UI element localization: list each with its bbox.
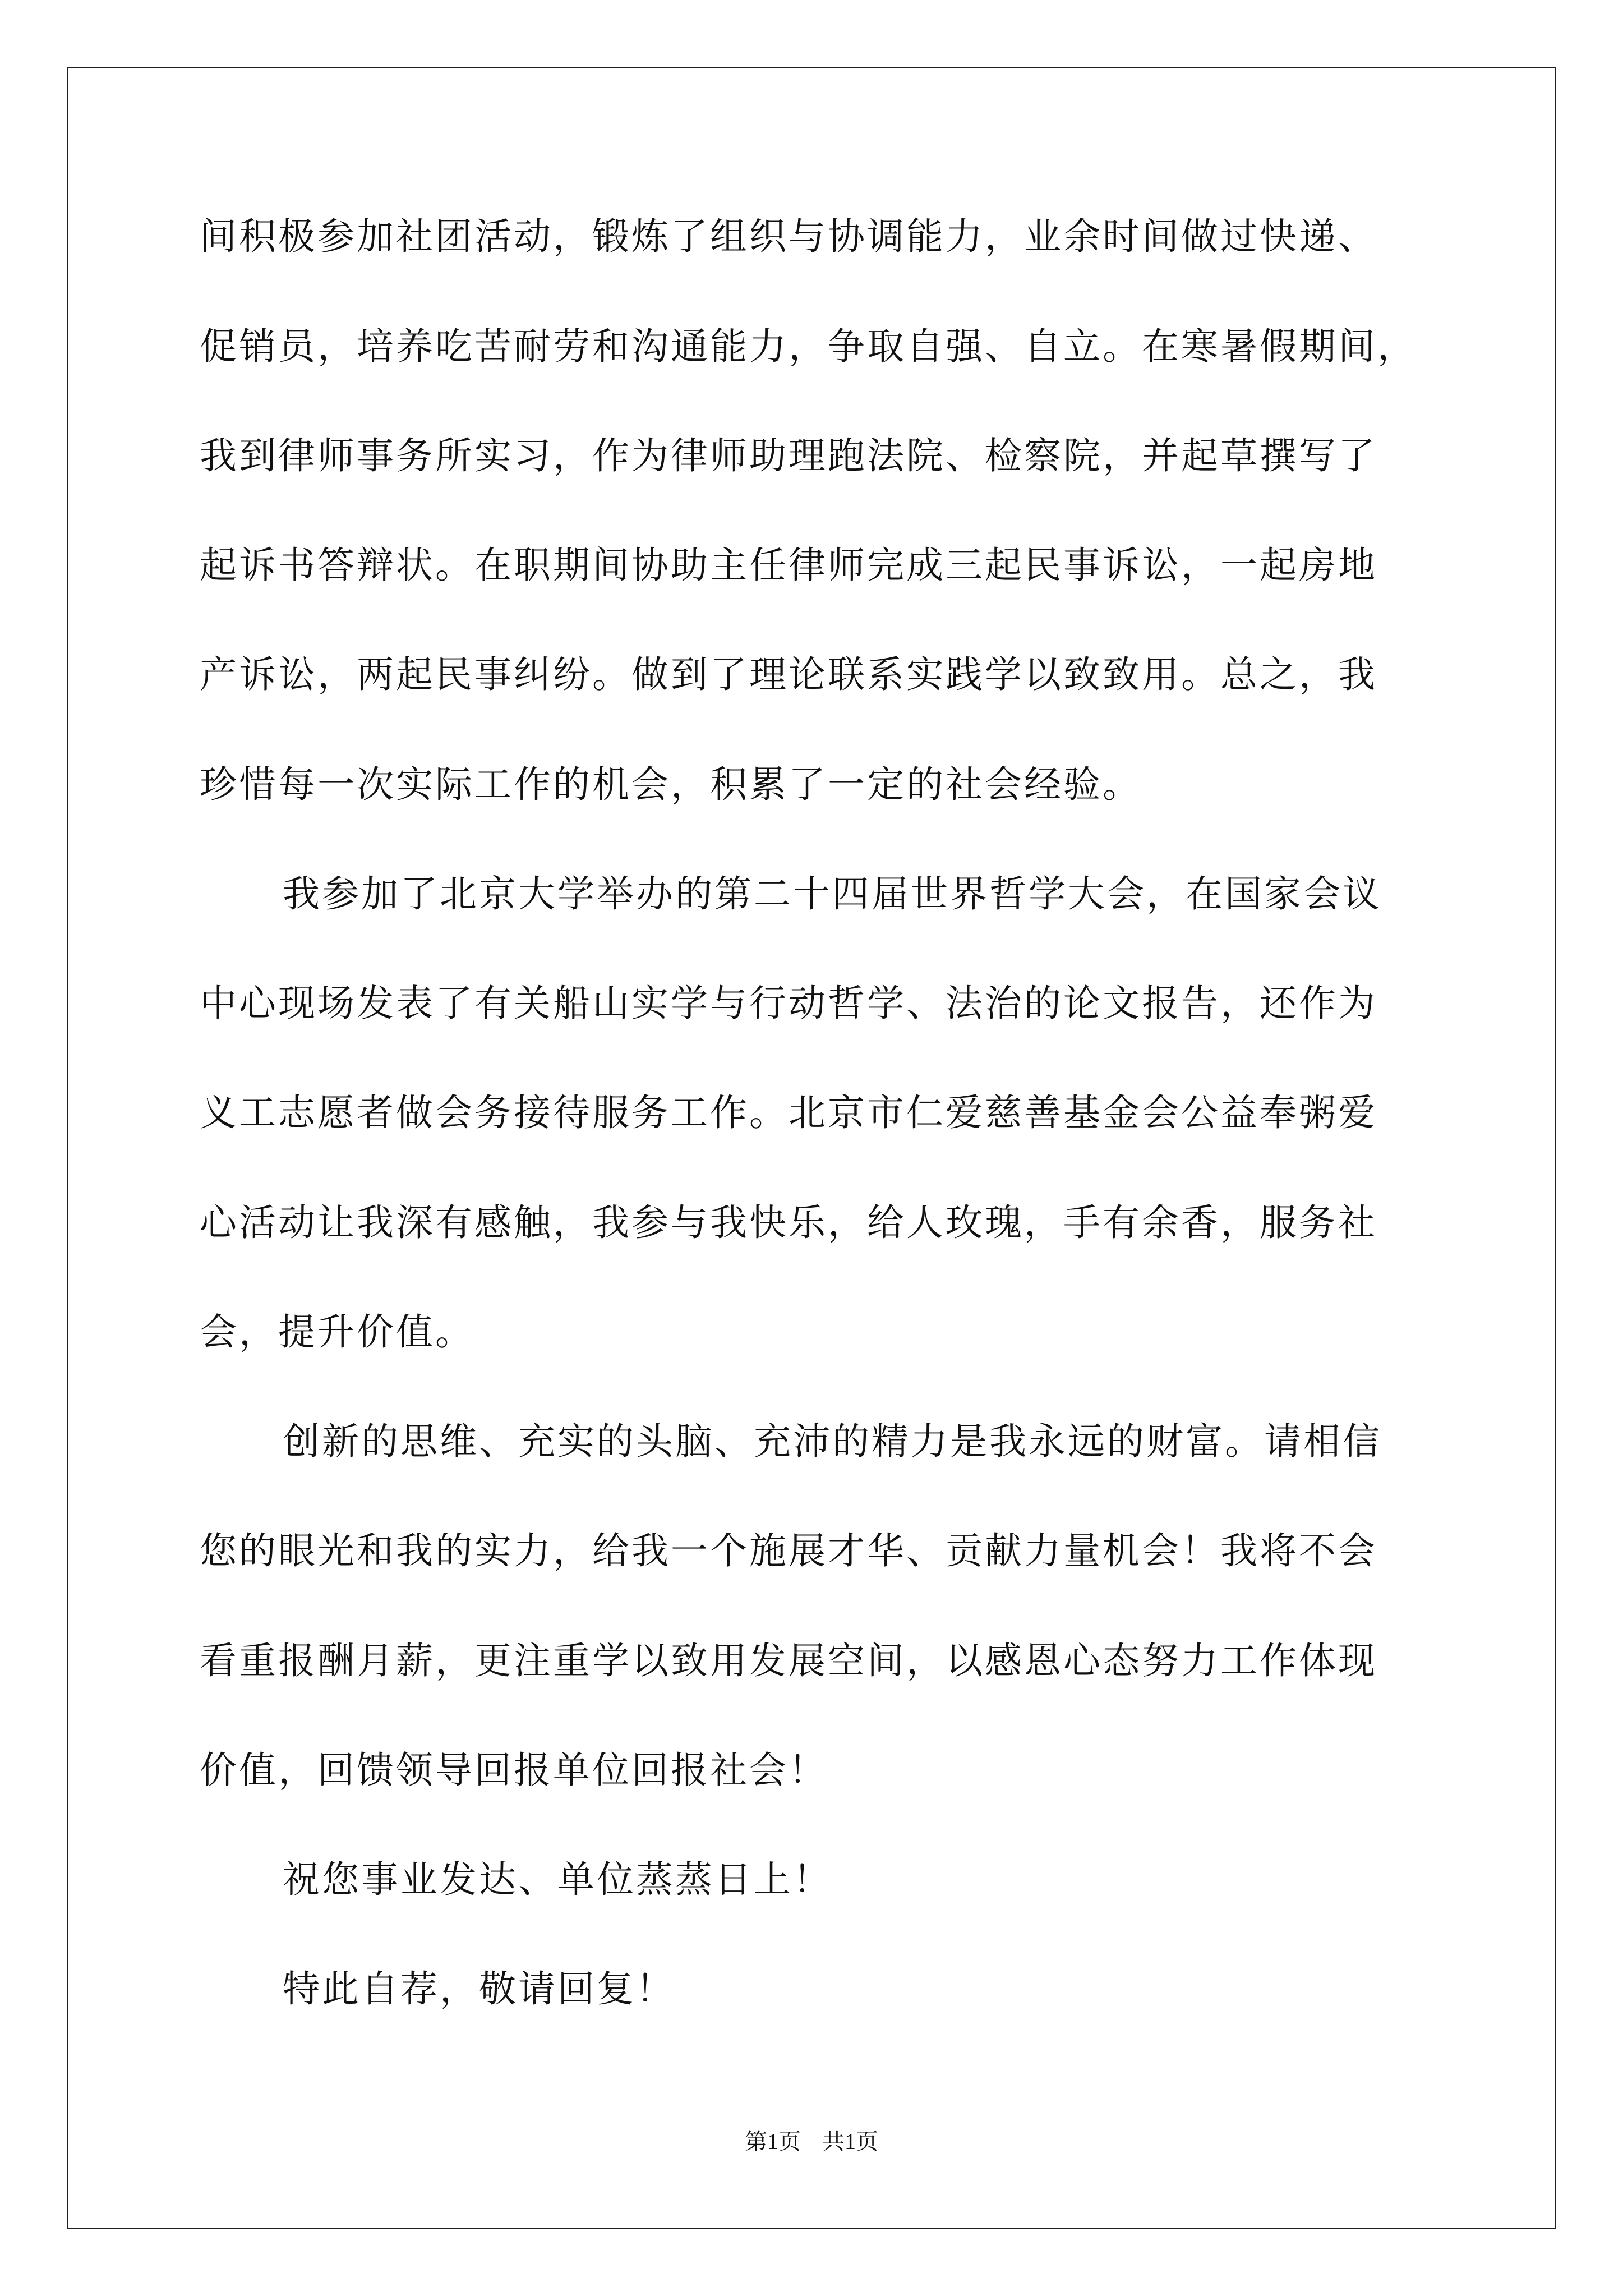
text-line: 会，提升价值。 [200,1310,474,1354]
text-line: 中心现场发表了有关船山实学与行动哲学、法治的论文报告，还作为 [200,982,1377,1025]
page-footer [0,2128,1623,2156]
page-number-total: 共1页 [822,2129,878,2154]
text-line: 起诉书答辩状。在职期间协助主任律师完成三起民事诉讼，一起房地 [200,544,1377,587]
text-line: 间积极参加社团活动，锻炼了组织与协调能力，业余时间做过快递、 [200,215,1377,258]
text-line: 价值，回馈领导回报单位回报社会！ [200,1749,828,1792]
text-line: 看重报酬月薪，更注重学以致用发展空间，以感恩心态努力工作体现 [200,1639,1377,1682]
text-line: 您的眼光和我的实力，给我一个施展才华、贡献力量机会！我将不会 [200,1529,1377,1572]
text-line: 我参加了北京大学举办的第二十四届世界哲学大会，在国家会议 [283,872,1382,915]
text-line: 特此自荐，敬请回复！ [283,1967,675,2010]
text-line: 珍惜每一次实际工作的机会，积累了一定的社会经验。 [200,763,1142,806]
text-line: 祝您事业发达、单位蒸蒸日上！ [283,1858,832,1901]
text-line: 我到律师事务所实习，作为律师助理跑法院、检察院，并起草撰写了 [200,434,1377,477]
text-line: 促销员，培养吃苦耐劳和沟通能力，争取自强、自立。在寒暑假期间， [200,325,1417,368]
page-number-current: 第1页 [745,2129,801,2154]
text-line: 心活动让我深有感触，我参与我快乐，给人玫瑰，手有余香，服务社 [200,1201,1377,1244]
text-line: 创新的思维、充实的头脑、充沛的精力是我永远的财富。请相信 [283,1420,1382,1463]
text-line: 义工志愿者做会务接待服务工作。北京市仁爱慈善基金会公益奉粥爱 [200,1091,1377,1134]
text-line: 产诉讼，两起民事纠纷。做到了理论联系实践学以致致用。总之，我 [200,653,1377,696]
page-border [67,67,1556,2229]
